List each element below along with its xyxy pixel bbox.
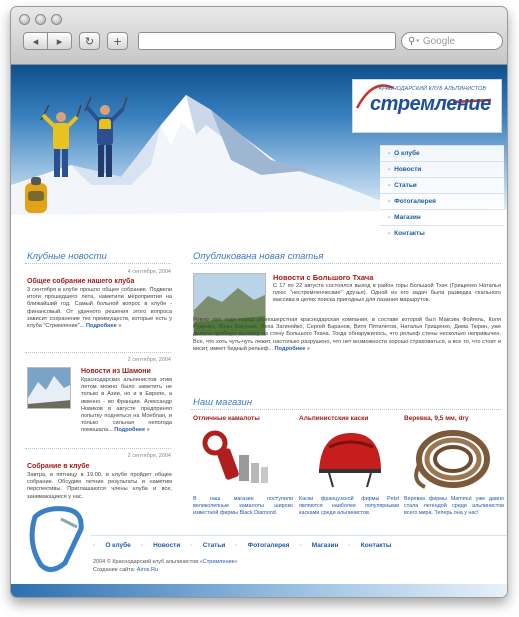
more-link[interactable] — [275, 346, 311, 352]
bullet-icon: ▪ — [388, 214, 391, 221]
nav-item-articles[interactable] — [380, 178, 504, 194]
news-title-link[interactable]: Собрание в клубе — [27, 463, 90, 470]
news-body: 3 сентября в клубе прошло общее собрание. Подвели итоги прошедшего лета, наметили мероприятия на ближайший год. Самый больной вопрос в клубе - финансовый. От удачного решения этого вопроса зависит сохранение тех преимуществ, которые есть у клуба "Стремление"... — [27, 287, 172, 330]
nav-label: О клубе — [394, 150, 420, 157]
nav-item-shop[interactable] — [380, 210, 504, 226]
divider — [25, 263, 171, 265]
product-title-link[interactable]: Отличные камалоты — [193, 415, 260, 422]
news-date: 2 сентября, 2004 — [127, 357, 171, 363]
article-text: Ровно два года назад разношерстная краснодарская компания, в составе которой был Максим Фойгель, Коля Руденко, Жека Васенев, Леха Загиняйко, Сергей Баранов, Витя Пятилетов, Наталья Грищенко, Дима Тюрин, уже делала пробную вылазку на стену Большого Тхача. Тогда обнаружилось, что рельеф стены несколько непривычен. Все, что хоть чуть-чуть лежит, настолько разрушено, что нет возможности хорошо страховаться, а все то, что стоит и висит, имеет бедный рельеф... — [193, 317, 501, 352]
credits-text: Создание сайта: — [93, 567, 137, 573]
browser-window — [10, 6, 508, 598]
bullet-icon: ◦ — [190, 542, 193, 549]
bullet-icon: ▪ — [388, 182, 391, 189]
bullet-icon: ◦ — [140, 542, 144, 549]
more-link[interactable] — [114, 427, 150, 433]
nav-item-about[interactable] — [380, 146, 504, 162]
nav-label: Новости — [394, 166, 422, 173]
more-label: Подробнее — [114, 427, 146, 434]
footer-link-contacts[interactable]: Контакты — [360, 542, 392, 549]
back-arrow-icon: ◂ — [32, 34, 39, 48]
forward-arrow-icon: ▸ — [56, 34, 63, 48]
news-title-link[interactable]: Новости из Шамони — [81, 368, 151, 375]
add-bookmark-button[interactable] — [107, 32, 128, 50]
footer-nav — [93, 542, 391, 549]
article-intro: С 17 по 22 августа состоялся выход в район горы Большой Тхач (Грищенко Наталья плюс "нестремленческие" друзья). Одной из его задач была разведка скального массива в целях поиска пригодных для лазания маршрутов. — [273, 283, 501, 304]
news-date: 2 сентября, 2004 — [127, 453, 171, 459]
header-banner — [11, 65, 507, 240]
bullet-icon: ▪ — [388, 230, 391, 237]
more-label: Подробнее — [274, 345, 306, 352]
search-placeholder: Google — [422, 35, 456, 47]
rope-product-image[interactable] — [405, 425, 501, 493]
news-body: Краснодарских альпинистов этим летом можно было заметить не только в Азии, но и в Европе, а именно - во Франции. Александр Новиков в августе предпринял попытку подняться на Монблан, и только сильная непогода помешала... — [81, 377, 172, 434]
product-description: Каски французской фирмы Petzl являются наиболее популярными касками среди альпинистов. — [299, 496, 399, 516]
bullet-icon: ◦ — [348, 542, 351, 549]
camalot-product-image[interactable] — [193, 425, 283, 491]
footer-link-about[interactable]: О клубе — [105, 542, 131, 549]
news-text — [27, 287, 172, 330]
news-body: Завтра, в пятницу в 19.00, в клубе пройдет общее собрание. Обсудим летние результаты и наметим перспективы. Приглашаются члены клуба и все, занимающиеся у нас. — [27, 472, 172, 500]
chevron-down-icon: ▾ — [416, 38, 419, 44]
club-link[interactable]: Стремление — [202, 559, 235, 565]
nav-item-gallery[interactable] — [380, 194, 504, 210]
plus-icon: + — [112, 34, 123, 48]
back-button[interactable] — [23, 32, 48, 50]
reload-button[interactable] — [79, 32, 100, 50]
bullet-icon: ▪ — [388, 150, 391, 157]
divider — [25, 448, 171, 450]
nav-item-news[interactable] — [380, 162, 504, 178]
close-window-icon[interactable] — [19, 14, 30, 25]
helmet-product-image[interactable] — [309, 427, 389, 491]
nav-item-contacts[interactable] — [380, 226, 504, 240]
product-title-link[interactable]: Веревка, 9,5 мм, dry — [404, 415, 469, 422]
bullet-icon: ◦ — [93, 542, 96, 549]
double-arrow-icon: » — [146, 427, 150, 434]
browser-toolbar — [11, 7, 507, 65]
forward-button[interactable] — [47, 32, 72, 50]
article-body — [193, 317, 501, 353]
bullet-icon: ▪ — [388, 166, 391, 173]
divider — [191, 409, 501, 411]
footer-strip — [11, 584, 507, 598]
bullet-icon: ◦ — [299, 542, 302, 549]
reload-icon: ↻ — [84, 34, 95, 48]
product-description: Веревка фирмы Mammut уже давно стала легендой среди альпинистов всего мира. Теперь она у нас! — [404, 496, 504, 516]
divider — [191, 263, 501, 265]
developer-link[interactable]: Aiгos.Ru — [136, 567, 159, 573]
nav-label: Контакты — [394, 230, 425, 237]
more-link[interactable] — [86, 323, 122, 329]
news-title-link[interactable]: Общее собрание нашего клуба — [27, 278, 135, 285]
search-field[interactable] — [401, 32, 503, 50]
footer-copyright — [93, 558, 238, 574]
web-page — [11, 65, 507, 598]
article-heading: Опубликована новая статья — [193, 251, 324, 262]
minimize-window-icon[interactable] — [35, 14, 46, 25]
copyright-text: 2004 © Краснодарский клуб альпинистов « — [93, 559, 203, 565]
footer-link-articles[interactable]: Статьи — [202, 542, 226, 549]
copyright-line — [93, 558, 238, 566]
product-title-link[interactable]: Альпинистские каски — [299, 415, 369, 422]
article-title-link[interactable]: Новости с Большого Тхача — [273, 273, 374, 282]
site-name: стремление — [370, 93, 491, 115]
footer-link-shop[interactable]: Магазин — [311, 542, 339, 549]
bullet-icon: ▪ — [388, 198, 391, 205]
zoom-window-icon[interactable] — [51, 14, 62, 25]
nav-label: Статьи — [394, 182, 417, 189]
news-text — [27, 472, 172, 501]
address-bar[interactable] — [138, 32, 396, 50]
news-date: 4 сентября, 2004 — [127, 269, 171, 275]
divider — [25, 352, 171, 354]
double-arrow-icon: » — [118, 323, 122, 330]
chamonix-photo — [27, 367, 71, 409]
carabiner-icon — [21, 503, 89, 577]
credits-line — [93, 566, 238, 574]
bullet-icon: ◦ — [235, 542, 238, 549]
footer-divider — [91, 535, 507, 536]
site-logo[interactable] — [352, 79, 502, 133]
search-icon: ⚲ — [408, 35, 416, 47]
site-tagline: КРАСНОДАРСКИЙ КЛУБ АЛЬПИНИСТОВ — [379, 86, 487, 92]
shop-heading: Наш магазин — [193, 397, 253, 408]
club-news-heading: Клубные новости — [27, 251, 107, 262]
main-nav — [380, 145, 504, 240]
nav-label: Магазин — [394, 214, 421, 221]
news-text — [81, 377, 172, 435]
product-description: В наш магазин поступили великолепные камалоты широко известной фирмы Black Diamond. — [193, 496, 293, 516]
copyright-text: » — [234, 559, 238, 565]
double-arrow-icon: » — [306, 345, 311, 352]
nav-label: Фотогалерея — [394, 198, 436, 205]
footer-link-gallery[interactable]: Фотогалерея — [247, 542, 290, 549]
more-label: Подробнее — [85, 323, 117, 330]
footer-link-news[interactable]: Новости — [153, 542, 181, 549]
